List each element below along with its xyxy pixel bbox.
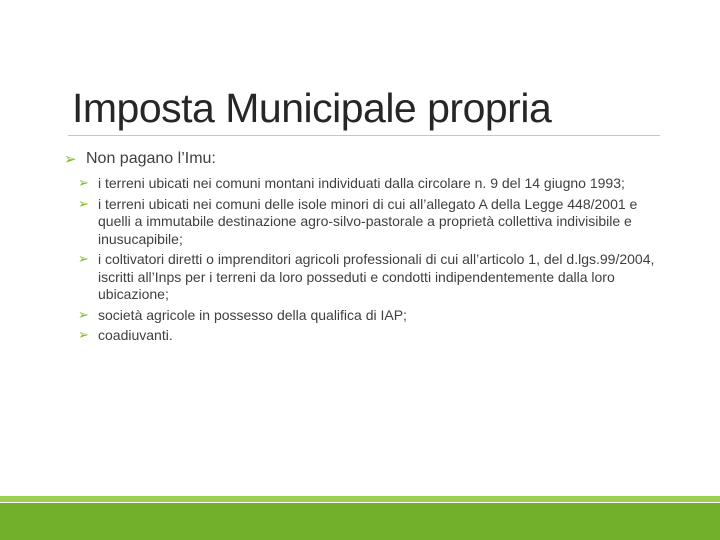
bullet-text: Non pagano l’Imu: xyxy=(86,150,216,167)
sub-bullet-text: i coltivatori diretti o imprenditori agricoli professionali di cui all’articolo 1, del d.lgs.99/2004, iscritti all’Inps per i terreni da loro posseduti e condotti indipendentemente dalla loro ubicazione; xyxy=(98,251,655,302)
arrow-bullet-icon: ➢ xyxy=(78,307,89,323)
slide-title: Imposta Municipale propria xyxy=(72,85,552,131)
sub-bullet-item xyxy=(78,251,664,304)
arrow-bullet-icon: ➢ xyxy=(78,252,89,267)
footer-accent-line xyxy=(0,496,720,502)
sub-bullet-item xyxy=(78,175,664,193)
slide-content xyxy=(64,146,664,345)
sub-bullet-text: i terreni ubicati nei comuni montani individuati dalla circolare n. 9 del 14 giugno 1993; xyxy=(98,175,625,191)
bullet-item xyxy=(64,146,664,172)
sub-bullet-item xyxy=(78,196,664,249)
sub-bullet-text: i terreni ubicati nei comuni delle isole minori di cui all’allegato A della Legge 448/2001 e quelli a immutabile destinazione agro-silvo-pastorale a proprietà collettiva indivisibile e inusucapibile; xyxy=(98,195,638,247)
title-divider xyxy=(68,135,660,136)
arrow-bullet-icon: ➢ xyxy=(78,176,89,191)
arrow-bullet-icon: ➢ xyxy=(78,328,89,343)
sub-bullet-list xyxy=(64,175,664,345)
sub-bullet-text: società agricole in possesso della qualifica di IAP; xyxy=(98,306,407,323)
arrow-bullet-icon: ➢ xyxy=(78,196,89,212)
sub-bullet-item xyxy=(78,327,664,345)
footer-bar xyxy=(0,503,720,540)
sub-bullet-item xyxy=(78,307,664,325)
sub-bullet-text: coadiuvanti. xyxy=(98,327,173,343)
arrow-bullet-icon: ➢ xyxy=(64,150,77,168)
